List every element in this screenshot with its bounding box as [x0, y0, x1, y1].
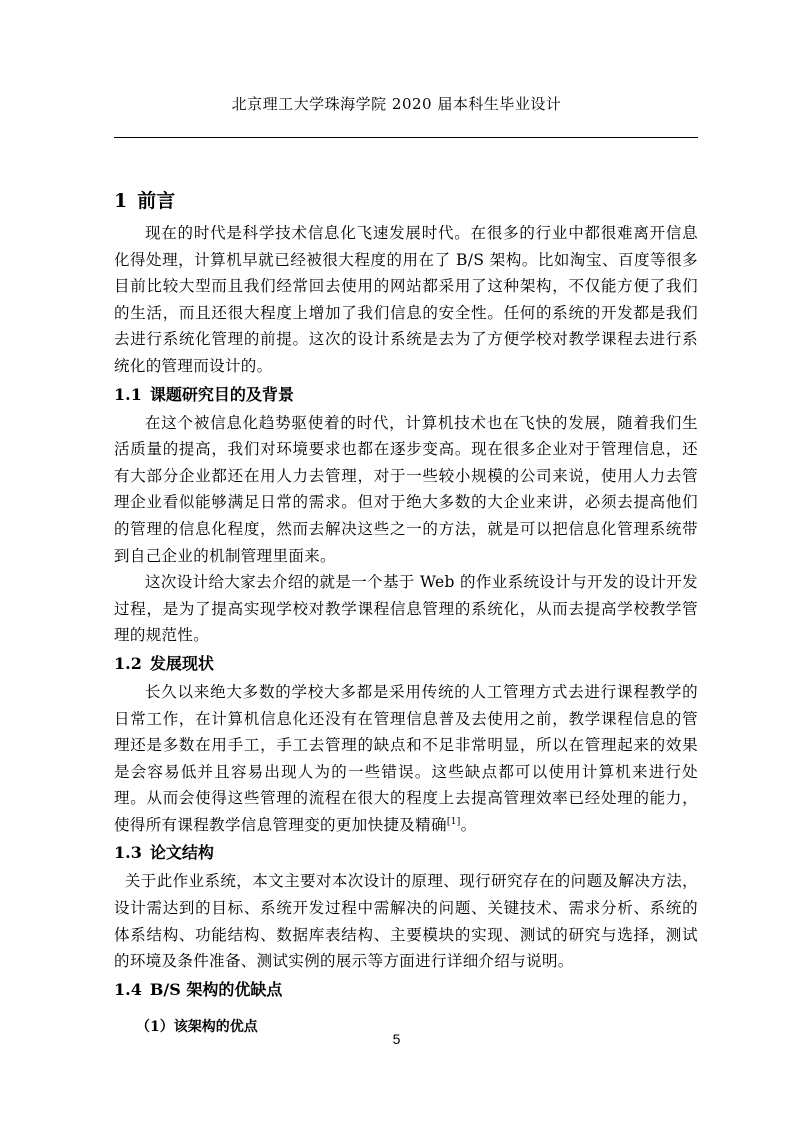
paragraph-structure: 关于此作业系统，本文主要对本次设计的原理、现行研究存在的问题及解决方法，设计需达到的目标、系统开发过程中需解决的问题、关键技术、需求分析、系统的体系结构、功能结构、数据库表结构、主要模块的实现、测试的研究与选择，测试的环境及条件准备、测试实例的展示等方面进行详细介绍与说明。 [114, 872, 698, 971]
paragraph-status-end: 。 [460, 815, 477, 834]
paragraph-status-text: 长久以来绝大多数的学校大多都是采用传统的人工管理方式去进行课程教学的日常工作，在计算机信息化还没有在管理信息普及去使用之前，教学课程信息的管理还是多数在用手工，手工去管理的缺点和不足非常明显，所以在管理起来的效果是会容易低并且容易出现人为的一些错误。这些缺点都可以使用计算机来进行处理。从而会使得这些管理的流程在很大的程度上去提高管理效率已经处理的能力，使得所有课程教学信息管理变的更加快捷及精确 [114, 682, 698, 834]
section-heading-1-4 [114, 975, 698, 1005]
paragraph-intro: 现在的时代是科学技术信息化飞速发展时代。在很多的行业中都很难离开信息化得处理，计算机早就已经被很大程度的用在了 B/S 架构。比如淘宝、百度等很多目前比较大型而且我们经常回去使用的网站都采用了这种架构，不仅能方便了我们的生活，而且还很大程度上增加了我们信息的安全性。任何的系统的开发都是我们去进行系统化管理的前提。这次的设计系统是去为了方便学校对教学课程去进行系统化的管理而设计的。 [114, 224, 698, 375]
paragraph-background-1: 在这个被信息化趋势驱使着的时代，计算机技术也在飞快的发展，随着我们生活质量的提高，我们对环境要求也都在逐步变高。现在很多企业对于管理信息，还有大部分企业都还在用人力去管理，对于一些较小规模的公司来说，使用人力去管理企业看似能够满足日常的需求。但对于绝大多数的大企业来讲，必须去提高他们的管理的信息化程度，然而去解决这些之一的方法，就是可以把信息化管理系统带到自己企业的机制管理里面来。 [114, 413, 698, 565]
section-heading-1-1 [114, 380, 698, 410]
section-title: B/S 架构的优缺点 [149, 979, 283, 999]
section-number: 1.2 [114, 653, 142, 673]
paragraph-background-2: 这次设计给大家去介绍的就是一个基于 Web 的作业系统设计与开发的设计开发过程，是为了提高实现学校对教学课程信息管理的系统化，从而去提高学校教学管理的规范性。 [114, 573, 698, 645]
section-number: 1 [114, 190, 128, 212]
section-title: 课题研究目的及背景 [149, 384, 294, 404]
section-heading-1-2 [114, 649, 698, 679]
header-divider [114, 137, 698, 138]
running-header: 北京理工大学珠海学院 2020 届本科生毕业设计 [231, 95, 562, 113]
section-number: 1.3 [114, 843, 142, 863]
section-number: 1.4 [114, 979, 142, 999]
section-heading-1-3 [114, 838, 698, 868]
paragraph-status [114, 679, 698, 839]
section-number: 1.1 [114, 384, 142, 404]
page-number: 5 [392, 1031, 401, 1047]
section-heading-1 [114, 186, 698, 216]
page-body [114, 186, 698, 1039]
section-title: 论文结构 [149, 843, 214, 863]
citation-reference: [1] [446, 816, 461, 827]
section-title: 前言 [137, 190, 176, 212]
section-title: 发展现状 [149, 653, 214, 673]
subheading-advantages: （1）该架构的优点 [136, 1018, 258, 1035]
